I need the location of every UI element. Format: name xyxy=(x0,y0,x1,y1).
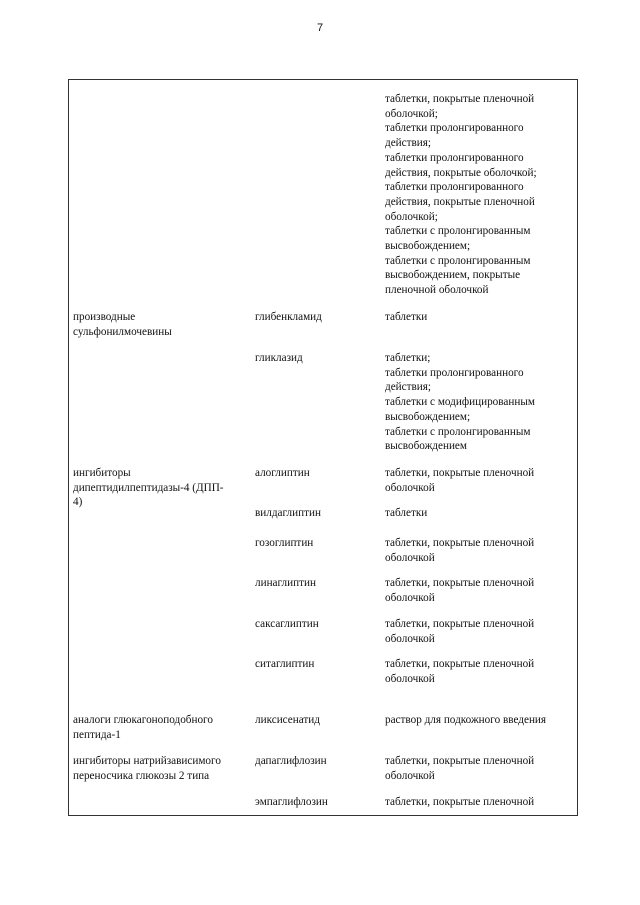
dosage-forms-cell: раствор для подкожного введения xyxy=(385,714,547,726)
drug-cell: ликсисенатид xyxy=(255,714,320,726)
group-cell: аналоги глюкагоноподобного пептида-1 xyxy=(73,714,213,741)
drug-table xyxy=(68,79,578,816)
drug-cell: дапаглифлозин xyxy=(255,755,327,767)
dosage-forms-cell: таблетки xyxy=(385,507,428,519)
dosage-forms-cell: таблетки, покрытые пленочной оболочкой xyxy=(385,467,535,494)
dosage-forms-cell: таблетки, покрытые пленочной оболочкой xyxy=(385,755,535,782)
drug-cell: саксаглиптин xyxy=(255,618,319,630)
group-cell: ингибиторы натрийзависимого переносчика глюкозы 2 типа xyxy=(73,755,221,782)
dosage-forms-cell: таблетки, покрытые пленочной оболочкой xyxy=(385,577,535,604)
page-number: 7 xyxy=(316,22,324,34)
drug-cell: гликлазид xyxy=(255,352,303,364)
drug-cell: ситаглиптин xyxy=(255,658,315,670)
drug-cell: линаглиптин xyxy=(255,577,316,589)
drug-cell: глибенкламид xyxy=(255,311,322,323)
dosage-forms-cell: таблетки xyxy=(385,311,428,323)
drug-cell: алоглиптин xyxy=(255,467,310,479)
dosage-forms-cell: таблетки, покрытые пленочной оболочкой xyxy=(385,618,535,645)
dosage-forms-cell: таблетки, покрытые пленочной оболочкой xyxy=(385,658,535,685)
drug-cell: эмпаглифлозин xyxy=(255,796,328,808)
dosage-forms-cell: таблетки, покрытые пленочной оболочкой; таблетки пролонгированного действия; таблетки пролонгированного действия, покрытые оболочкой; таблетки пролонгированного действия, покрытые пленочной оболочкой; таблетки с пролонгированным высвобождением; таблетки с пролонгированным высвобождением, покрытые пленочной оболочкой xyxy=(385,93,537,297)
drug-cell: вилдаглиптин xyxy=(255,507,321,519)
dosage-forms-cell: таблетки, покрытые пленочной xyxy=(385,796,535,808)
drug-cell: гозоглиптин xyxy=(255,537,314,549)
group-cell: производные сульфонилмочевины xyxy=(73,311,172,338)
dosage-forms-cell: таблетки, покрытые пленочной оболочкой xyxy=(385,537,535,564)
dosage-forms-cell: таблетки; таблетки пролонгированного действия; таблетки с модифицированным высвобождением; таблетки с пролонгированным высвобождением xyxy=(385,352,535,453)
group-cell: ингибиторы дипептидилпептидазы-4 (ДПП- 4) xyxy=(73,467,224,509)
